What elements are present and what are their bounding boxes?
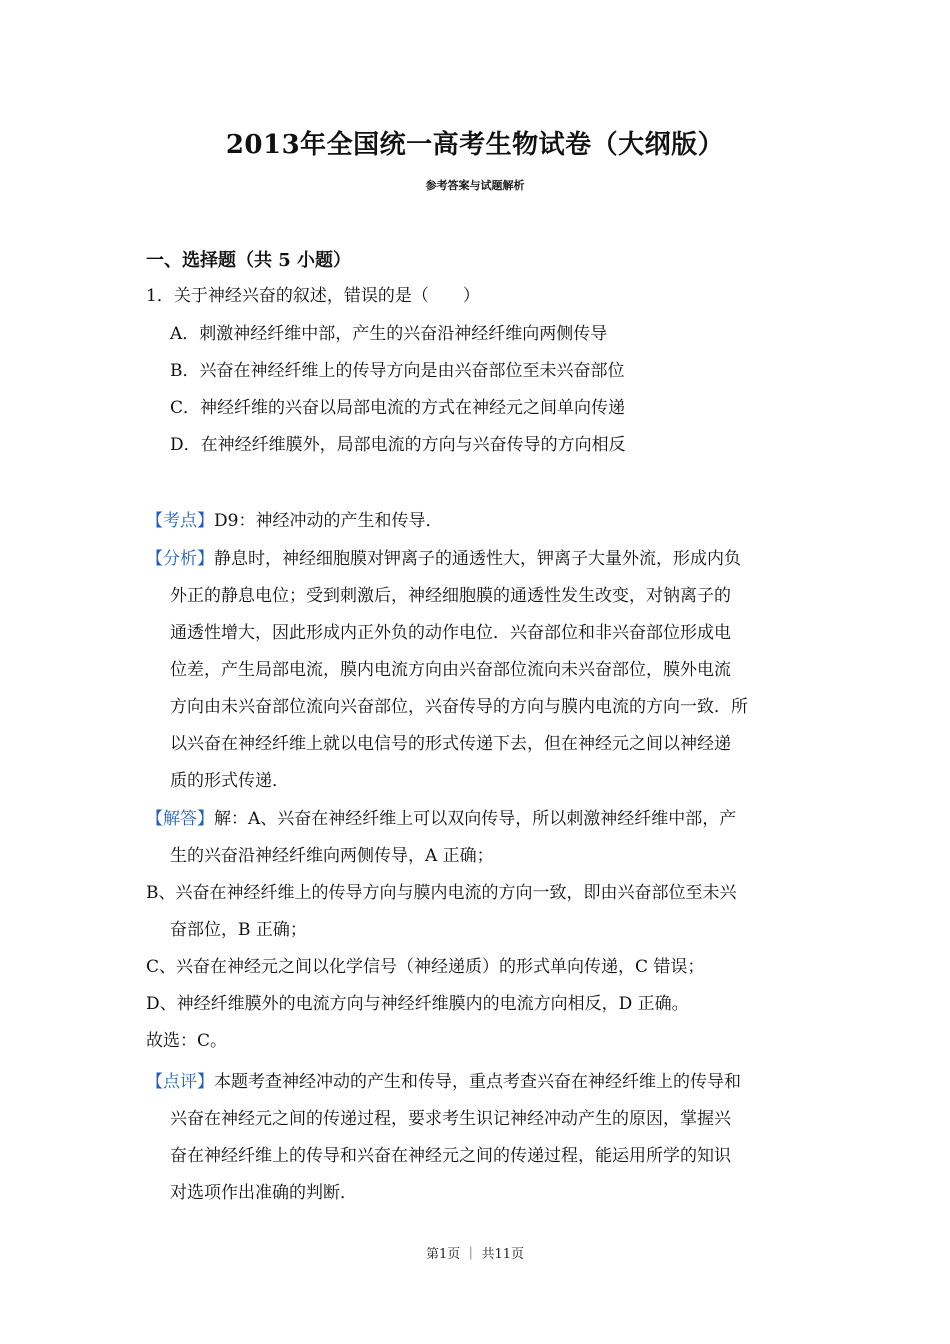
jieda-row [146, 801, 810, 838]
page-footer: 第1页 ｜ 共11页 [425, 1247, 525, 1262]
dianping-line: 奋在神经纤维上的传导和兴奋在神经元之间的传递过程，能运用所学的知识 [170, 1146, 731, 1166]
kaodian-block [146, 503, 810, 540]
dianping-row [146, 1064, 810, 1101]
jieda-line: D、神经纤维膜外的电流方向与神经纤维膜内的电流方向相反，D 正确。 [146, 994, 689, 1014]
page-subtitle: 参考答案与试题解析 [425, 179, 525, 192]
jieda-line: 故选：C。 [146, 1031, 228, 1051]
dianping-line: 对选项作出准确的判断． [170, 1183, 357, 1203]
dianping-tag: 【点评】 [146, 1072, 214, 1092]
fenxi-row [146, 541, 810, 578]
fenxi-line: 质的形式传递． [170, 771, 289, 791]
kaodian-tag: 【考点】 [146, 511, 214, 531]
kaodian-row [146, 503, 810, 540]
page-title: 2013年全国统一高考生物试卷（大纲版） [225, 130, 725, 160]
question-stem: 1．关于神经兴奋的叙述，错误的是（ ） [146, 286, 480, 306]
fenxi-line: 位差，产生局部电流，膜内电流方向由兴奋部位流向未兴奋部位，膜外电流 [170, 660, 731, 680]
fenxi-line: 方向由未兴奋部位流向兴奋部位，兴奋传导的方向与膜内电流的方向一致．所 [170, 697, 748, 717]
dianping-line: 本题考查神经冲动的产生和传导，重点考查兴奋在神经纤维上的传导和 [214, 1072, 741, 1092]
option-a: A．刺激神经纤维中部，产生的兴奋沿神经纤维向两侧传导 [170, 324, 608, 344]
kaodian-text: D9：神经冲动的产生和传导． [214, 511, 443, 531]
option-c: C．神经纤维的兴奋以局部电流的方式在神经元之间单向传递 [170, 398, 626, 418]
jieda-tag: 【解答】 [146, 809, 214, 829]
jieda-line: B、兴奋在神经纤维上的传导方向与膜内电流的方向一致，即由兴奋部位至未兴 [146, 883, 737, 903]
fenxi-block [146, 541, 810, 800]
jieda-block [146, 801, 810, 1060]
jieda-line: 解：A、兴奋在神经纤维上可以双向传导，所以刺激神经纤维中部，产 [214, 809, 737, 829]
jieda-line: C、兴奋在神经元之间以化学信号（神经递质）的形式单向传递，C 错误； [146, 957, 705, 977]
section-heading: 一、选择题（共 5 小题） [146, 250, 352, 271]
jieda-line: 奋部位，B 正确； [170, 920, 307, 940]
dianping-line: 兴奋在神经元之间的传递过程，要求考生识记神经冲动产生的原因，掌握兴 [170, 1109, 731, 1129]
fenxi-line: 外正的静息电位；受到刺激后，神经细胞膜的通透性发生改变，对钠离子的 [170, 586, 731, 606]
fenxi-line: 静息时，神经细胞膜对钾离子的通透性大，钾离子大量外流，形成内负 [214, 549, 741, 569]
option-d: D．在神经纤维膜外，局部电流的方向与兴奋传导的方向相反 [170, 435, 626, 455]
dianping-block [146, 1064, 810, 1212]
fenxi-line: 以兴奋在神经纤维上就以电信号的形式传递下去，但在神经元之间以神经递 [170, 734, 731, 754]
jieda-line: 生的兴奋沿神经纤维向两侧传导，A 正确； [170, 846, 494, 866]
option-b: B．兴奋在神经纤维上的传导方向是由兴奋部位至未兴奋部位 [170, 361, 625, 381]
fenxi-tag: 【分析】 [146, 549, 214, 569]
fenxi-line: 通透性增大，因此形成内正外负的动作电位．兴奋部位和非兴奋部位形成电 [170, 623, 731, 643]
